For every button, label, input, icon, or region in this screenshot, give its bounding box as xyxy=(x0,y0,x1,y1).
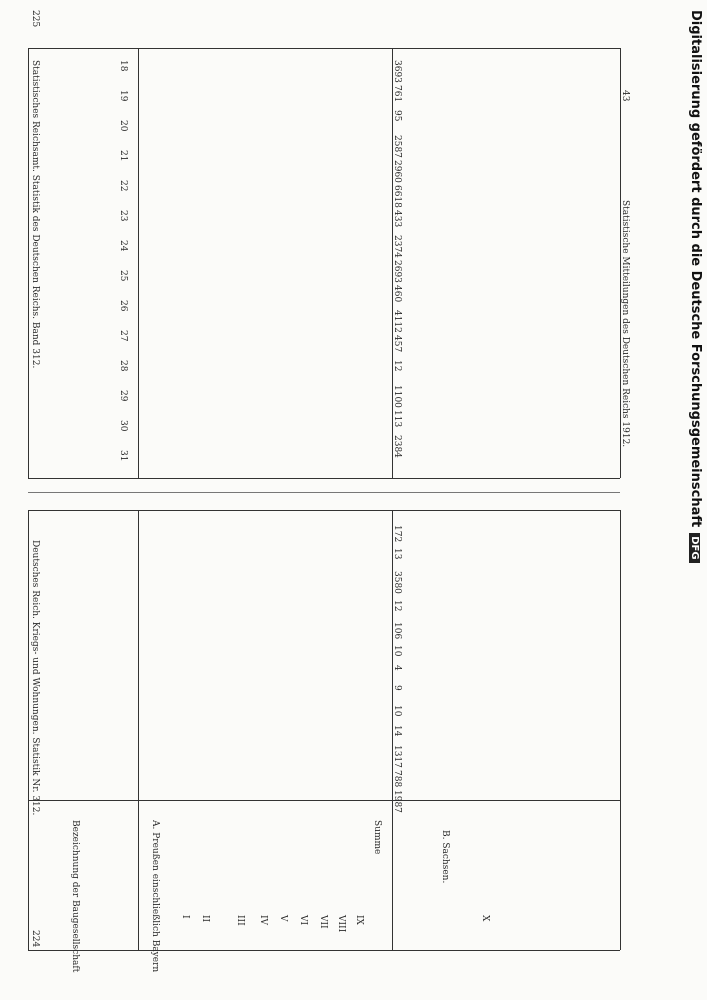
col-number-18: 18 xyxy=(118,60,128,72)
table-border-left xyxy=(28,48,29,478)
col-number-28: 28 xyxy=(118,360,128,372)
table-border-bottom xyxy=(28,950,620,951)
table-border-bottom xyxy=(28,478,620,479)
total-cell: 4112 xyxy=(392,310,402,333)
section-b-label: B. Sachsen. xyxy=(440,830,450,884)
table-border-left xyxy=(28,510,29,950)
total-cell: 9 xyxy=(392,685,402,691)
total-cell: 12 xyxy=(392,360,402,372)
total-cell: 460 xyxy=(392,285,402,303)
bottom-page-number: 224 xyxy=(30,930,40,948)
col-number-31: 31 xyxy=(118,450,128,462)
top-side-number: 43 xyxy=(620,90,630,102)
row-label: IV xyxy=(258,915,268,926)
total-cell: 6618 xyxy=(392,185,402,208)
total-cell: 2374 xyxy=(392,235,402,258)
table-border-top xyxy=(28,48,620,49)
col-number-20: 20 xyxy=(118,120,128,132)
total-cell: 14 xyxy=(392,725,402,737)
total-cell: 2693 xyxy=(392,260,402,283)
half-separator xyxy=(28,492,620,493)
dfg-sidebar xyxy=(683,10,703,710)
table-divider xyxy=(138,48,139,478)
total-cell: 172 xyxy=(392,525,402,543)
total-cell: 3580 xyxy=(392,571,402,594)
col-number-29: 29 xyxy=(118,390,128,402)
total-cell: 1100 xyxy=(392,385,402,408)
table-divider xyxy=(138,510,139,950)
total-cell: 4 xyxy=(392,665,402,671)
dfg-notice-text: Digitalisierung gefördert durch die Deutsche Forschungsgemeinschaft xyxy=(688,10,703,528)
total-cell: 95 xyxy=(392,110,402,122)
totals-label: Summe xyxy=(372,820,382,855)
table-border-top xyxy=(28,510,620,511)
col-number-24: 24 xyxy=(118,240,128,252)
bottom-page-header: Deutsches Reich. Kriegs- und Wohnungen. Statistik Nr. 312. xyxy=(30,540,40,816)
dfg-logo-badge: DFG xyxy=(689,533,700,562)
total-cell: 761 xyxy=(392,85,402,103)
col-number-30: 30 xyxy=(118,420,128,432)
row-label: VII xyxy=(318,915,328,929)
row-label-rule xyxy=(28,800,620,801)
row-label: IX xyxy=(354,915,364,925)
col-number-21: 21 xyxy=(118,150,128,162)
total-cell: 1987 xyxy=(392,790,402,813)
total-cell: 433 xyxy=(392,210,402,228)
col-number-19: 19 xyxy=(118,90,128,102)
section-a-label: A. Preußen einschließlich Bayern xyxy=(150,820,160,973)
row-label: III xyxy=(235,915,245,926)
row-label: VI xyxy=(298,915,308,926)
column-header: Bezeichnung der Baugesellschaft xyxy=(70,820,80,973)
total-cell: 457 xyxy=(392,335,402,353)
row-label: II xyxy=(200,915,210,923)
col-number-23: 23 xyxy=(118,210,128,222)
row-label: V xyxy=(278,915,288,922)
total-cell: 10 xyxy=(392,705,402,717)
dfg-funding-notice xyxy=(688,10,703,563)
total-cell: 2960 xyxy=(392,160,402,183)
total-cell: 106 xyxy=(392,622,402,640)
top-page-number: 225 xyxy=(30,10,40,28)
col-number-22: 22 xyxy=(118,180,128,192)
top-footnote: Statistische Mitteilungen des Deutschen Reichs 1912. xyxy=(620,200,630,448)
col-number-27: 27 xyxy=(118,330,128,342)
total-cell: 13 xyxy=(392,548,402,560)
total-cell: 3693 xyxy=(392,60,402,83)
total-cell: 113 xyxy=(392,410,402,428)
total-cell: 788 xyxy=(392,770,402,788)
total-cell: 2384 xyxy=(392,435,402,458)
total-cell: 1317 xyxy=(392,745,402,768)
row-label: I xyxy=(180,915,190,919)
table-border-right xyxy=(620,510,621,950)
total-cell: 10 xyxy=(392,645,402,657)
row-label: VIII xyxy=(336,915,346,933)
top-page-header: Statistisches Reichsamt. Statistik des Deutschen Reichs. Band 312. xyxy=(30,60,40,369)
total-cell: 12 xyxy=(392,600,402,612)
col-number-25: 25 xyxy=(118,270,128,282)
row-label: X xyxy=(480,915,490,922)
total-cell: 2587 xyxy=(392,135,402,158)
col-number-26: 26 xyxy=(118,300,128,312)
